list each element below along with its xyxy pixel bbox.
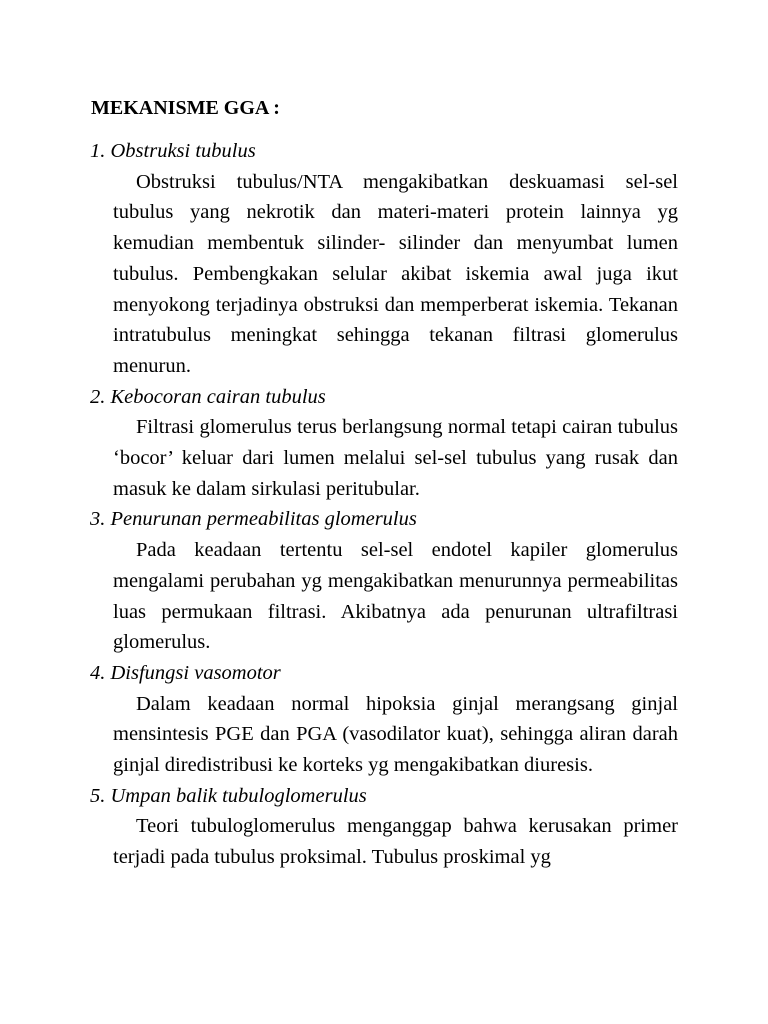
mechanism-description: Teori tubuloglomerulus menganggap bahwa kerusakan primer terjadi pada tubulus proksimal. Tubulus proskimal yg	[113, 815, 678, 869]
mechanism-item-1	[90, 136, 678, 382]
mechanism-item-5	[90, 781, 678, 873]
document-heading: MEKANISME GGA :	[91, 97, 280, 119]
mechanism-title: 5. Umpan balik tubuloglomerulus	[90, 784, 367, 807]
mechanism-list	[90, 136, 678, 873]
mechanism-description: Obstruksi tubulus/NTA mengakibatkan deskuamasi sel-sel tubulus yang nekrotik dan materi-materi protein lainnya yg kemudian membentuk silinder- silinder dan menyumbat lumen tubulus. Pembengkakan selular akibat iskemia awal juga ikut menyokong terjadinya obstruksi dan memperberat iskemia. Tekanan intratubulus meningkat sehingga tekanan filtrasi glomerulus menurun.	[113, 170, 678, 377]
mechanism-title: 1. Obstruksi tubulus	[90, 140, 256, 162]
mechanism-item-4	[90, 658, 678, 781]
mechanism-description: Dalam keadaan normal hipoksia ginjal merangsang ginjal mensintesis PGE dan PGA (vasodilator kuat), sehingga aliran darah ginjal diredistribusi ke korteks yg mengakibatkan diuresis.	[113, 692, 678, 777]
mechanism-title: 4. Disfungsi vasomotor	[90, 661, 281, 684]
mechanism-title: 3. Penurunan permeabilitas glomerulus	[90, 508, 417, 531]
mechanism-description: Filtrasi glomerulus terus berlangsung normal tetapi cairan tubulus ‘bocor’ keluar dari lumen melalui sel-sel tubulus yang rusak dan masuk ke dalam sirkulasi peritubular.	[113, 416, 678, 500]
mechanism-description: Pada keadaan tertentu sel-sel endotel kapiler glomerulus mengalami perubahan yg mengakibatkan menurunnya permeabilitas luas permukaan filtrasi. Akibatnya ada penurunan ultrafiltrasi glomerulus.	[113, 539, 678, 654]
mechanism-title: 2. Kebocoran cairan tubulus	[90, 385, 326, 408]
mechanism-item-2	[90, 382, 678, 505]
mechanism-item-3	[90, 504, 678, 658]
